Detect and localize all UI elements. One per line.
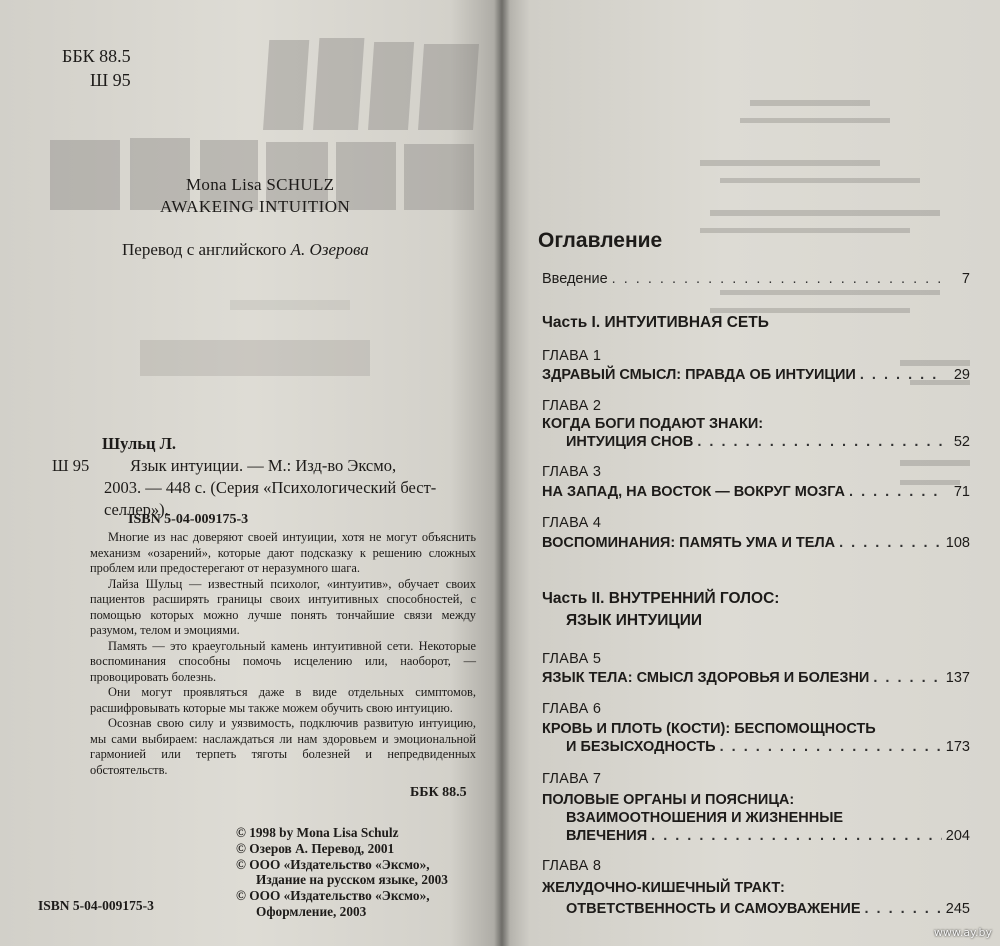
toc-row xyxy=(542,670,970,686)
leader-dots xyxy=(873,670,941,686)
copyright-line: © 1998 by Mona Lisa Schulz xyxy=(236,825,399,840)
leader-dots xyxy=(612,271,944,287)
toc-page-number: 52 xyxy=(953,434,970,450)
title-original: AWAKEING INTUITION xyxy=(160,197,351,216)
isbn-bottom: ISBN 5-04-009175-3 xyxy=(38,898,154,913)
toc-row xyxy=(566,901,970,917)
leader-dots xyxy=(651,828,942,844)
leader-dots xyxy=(839,535,942,551)
author-mark: Ш 95 xyxy=(90,70,131,90)
annotation xyxy=(90,530,476,778)
toc-row xyxy=(542,535,970,551)
toc-page-number: 245 xyxy=(945,901,970,917)
book-gutter xyxy=(494,0,510,946)
toc-title: Оглавление xyxy=(538,229,663,252)
translation-credit xyxy=(122,240,369,260)
toc-page-number: 29 xyxy=(953,367,970,383)
chapter-label: ГЛАВА 6 xyxy=(542,701,602,717)
chapter-title: ВОСПОМИНАНИЯ: ПАМЯТЬ УМА И ТЕЛА xyxy=(542,535,836,551)
toc-row xyxy=(542,484,970,500)
isbn: ISBN 5-04-009175-3 xyxy=(128,512,249,527)
biblio-line: Язык интуиции. — М.: Изд-во Эксмо, xyxy=(130,456,397,475)
chapter-title: ПОЛОВЫЕ ОРГАНЫ И ПОЯСНИЦА: xyxy=(542,792,795,808)
translator-name: А. Озерова xyxy=(290,240,369,259)
chapter-title: ЯЗЫК ТЕЛА: СМЫСЛ ЗДОРОВЬЯ И БОЛЕЗНИ xyxy=(542,670,870,686)
toc-page-number: 7 xyxy=(961,271,970,287)
chapter-label: ГЛАВА 5 xyxy=(542,651,602,667)
toc-row-label: Введение xyxy=(542,271,608,287)
annotation-paragraph: Они могут проявляться даже в виде отдельных симптомов, расшифровывать которые мы также можем обучить свою интуицию. xyxy=(90,685,476,715)
leader-dots xyxy=(860,367,944,383)
bbk-code-top xyxy=(62,44,131,92)
chapter-title: ВЗАИМООТНОШЕНИЯ И ЖИЗНЕННЫЕ xyxy=(566,810,844,826)
leader-dots xyxy=(865,901,942,917)
chapter-title: И БЕЗЫСХОДНОСТЬ xyxy=(566,739,716,755)
biblio-line: селлер»). xyxy=(104,500,169,519)
watermark: www.ay.by xyxy=(933,926,992,939)
chapter-title: КРОВЬ И ПЛОТЬ (КОСТИ): БЕСПОМОЩНОСТЬ xyxy=(542,721,876,737)
part-heading: Часть II. ВНУТРЕННИЙ ГОЛОС: xyxy=(542,590,780,607)
chapter-title: НА ЗАПАД, НА ВОСТОК — ВОКРУГ МОЗГА xyxy=(542,484,846,500)
toc-row xyxy=(542,367,970,383)
copyright-block xyxy=(236,825,496,920)
copyright-line: © ООО «Издательство «Эксмо», xyxy=(236,888,430,904)
toc-page-number: 108 xyxy=(945,535,970,551)
copyright-line: Оформление, 2003 xyxy=(256,903,367,919)
chapter-label: ГЛАВА 3 xyxy=(542,464,602,480)
chapter-label: ГЛАВА 4 xyxy=(542,515,602,531)
annotation-paragraph: Память — это краеугольный камень интуитивной сети. Некоторые воспоминания способны помочь исцелению или, наоборот, — провоцировать болезнь. xyxy=(90,638,476,684)
toc-row xyxy=(566,828,970,844)
toc-row xyxy=(566,739,970,755)
bbk-code-bottom: ББК 88.5 xyxy=(410,785,467,800)
leader-dots xyxy=(697,434,944,450)
biblio-line: 2003. — 448 с. (Серия «Психологический бест- xyxy=(104,478,437,497)
chapter-title: КОГДА БОГИ ПОДАЮТ ЗНАКИ: xyxy=(542,416,764,432)
show-through-text xyxy=(600,60,980,520)
chapter-label: ГЛАВА 2 xyxy=(542,398,602,414)
biblio-code: Ш 95 xyxy=(52,456,90,475)
leader-dots xyxy=(720,739,942,755)
part-heading: Часть I. ИНТУИТИВНАЯ СЕТЬ xyxy=(542,314,769,331)
chapter-title: ВЛЕЧЕНИЯ xyxy=(566,828,648,844)
author-original: Mona Lisa SCHULZ xyxy=(186,175,335,194)
leader-dots xyxy=(849,484,944,500)
toc-page-number: 173 xyxy=(945,739,970,755)
bbk-index: ББК 88.5 xyxy=(62,46,131,66)
chapter-title: ЖЕЛУДОЧНО-КИШЕЧНЫЙ ТРАКТ: xyxy=(542,880,785,896)
chapter-label: ГЛАВА 1 xyxy=(542,348,602,364)
chapter-label: ГЛАВА 8 xyxy=(542,858,602,874)
translation-prefix: Перевод с английского xyxy=(122,240,291,259)
toc-row xyxy=(566,434,970,450)
annotation-paragraph: Лайза Шульц — известный психолог, «интуитив», обучает своих пациентов расширять границы своих интуитивных способностей, с помощью которых можно лучше понять тончайшие связи между разумом, телом и эмоциями. xyxy=(90,576,476,637)
part-heading: ЯЗЫК ИНТУИЦИИ xyxy=(566,612,702,629)
copyright-line: © Озеров А. Перевод, 2001 xyxy=(236,840,395,856)
annotation-paragraph: Осознав свою силу и уязвимость, подключив развитую интуицию, мы сами выбираем: наслаждаться ли нам здоровьем и эмоциональной гармонией или терпеть тяготы болезней и непредвиденных обстоятельств. xyxy=(90,716,476,777)
chapter-label: ГЛАВА 7 xyxy=(542,771,602,787)
chapter-title: ЗДРАВЫЙ СМЫСЛ: ПРАВДА ОБ ИНТУИЦИИ xyxy=(542,367,856,383)
toc-page-number: 204 xyxy=(945,828,970,844)
copyright-line: © ООО «Издательство «Эксмо», xyxy=(236,856,430,872)
copyright-line: Издание на русском языке, 2003 xyxy=(256,872,448,888)
toc-row-intro xyxy=(542,271,970,287)
toc-page-number: 137 xyxy=(945,670,970,686)
chapter-title: ИНТУИЦИЯ СНОВ xyxy=(566,434,694,450)
annotation-paragraph: Многие из нас доверяют своей интуиции, хотя не могут объяснить механизм «озарений», которые дают подсказку к решению сложных проблем или предостерегают от неразумного шага. xyxy=(90,530,476,575)
biblio-heading: Шульц Л. xyxy=(102,434,176,453)
toc-page-number: 71 xyxy=(953,484,970,500)
chapter-title: ОТВЕТСТВЕННОСТЬ И САМОУВАЖЕНИЕ xyxy=(566,901,861,917)
